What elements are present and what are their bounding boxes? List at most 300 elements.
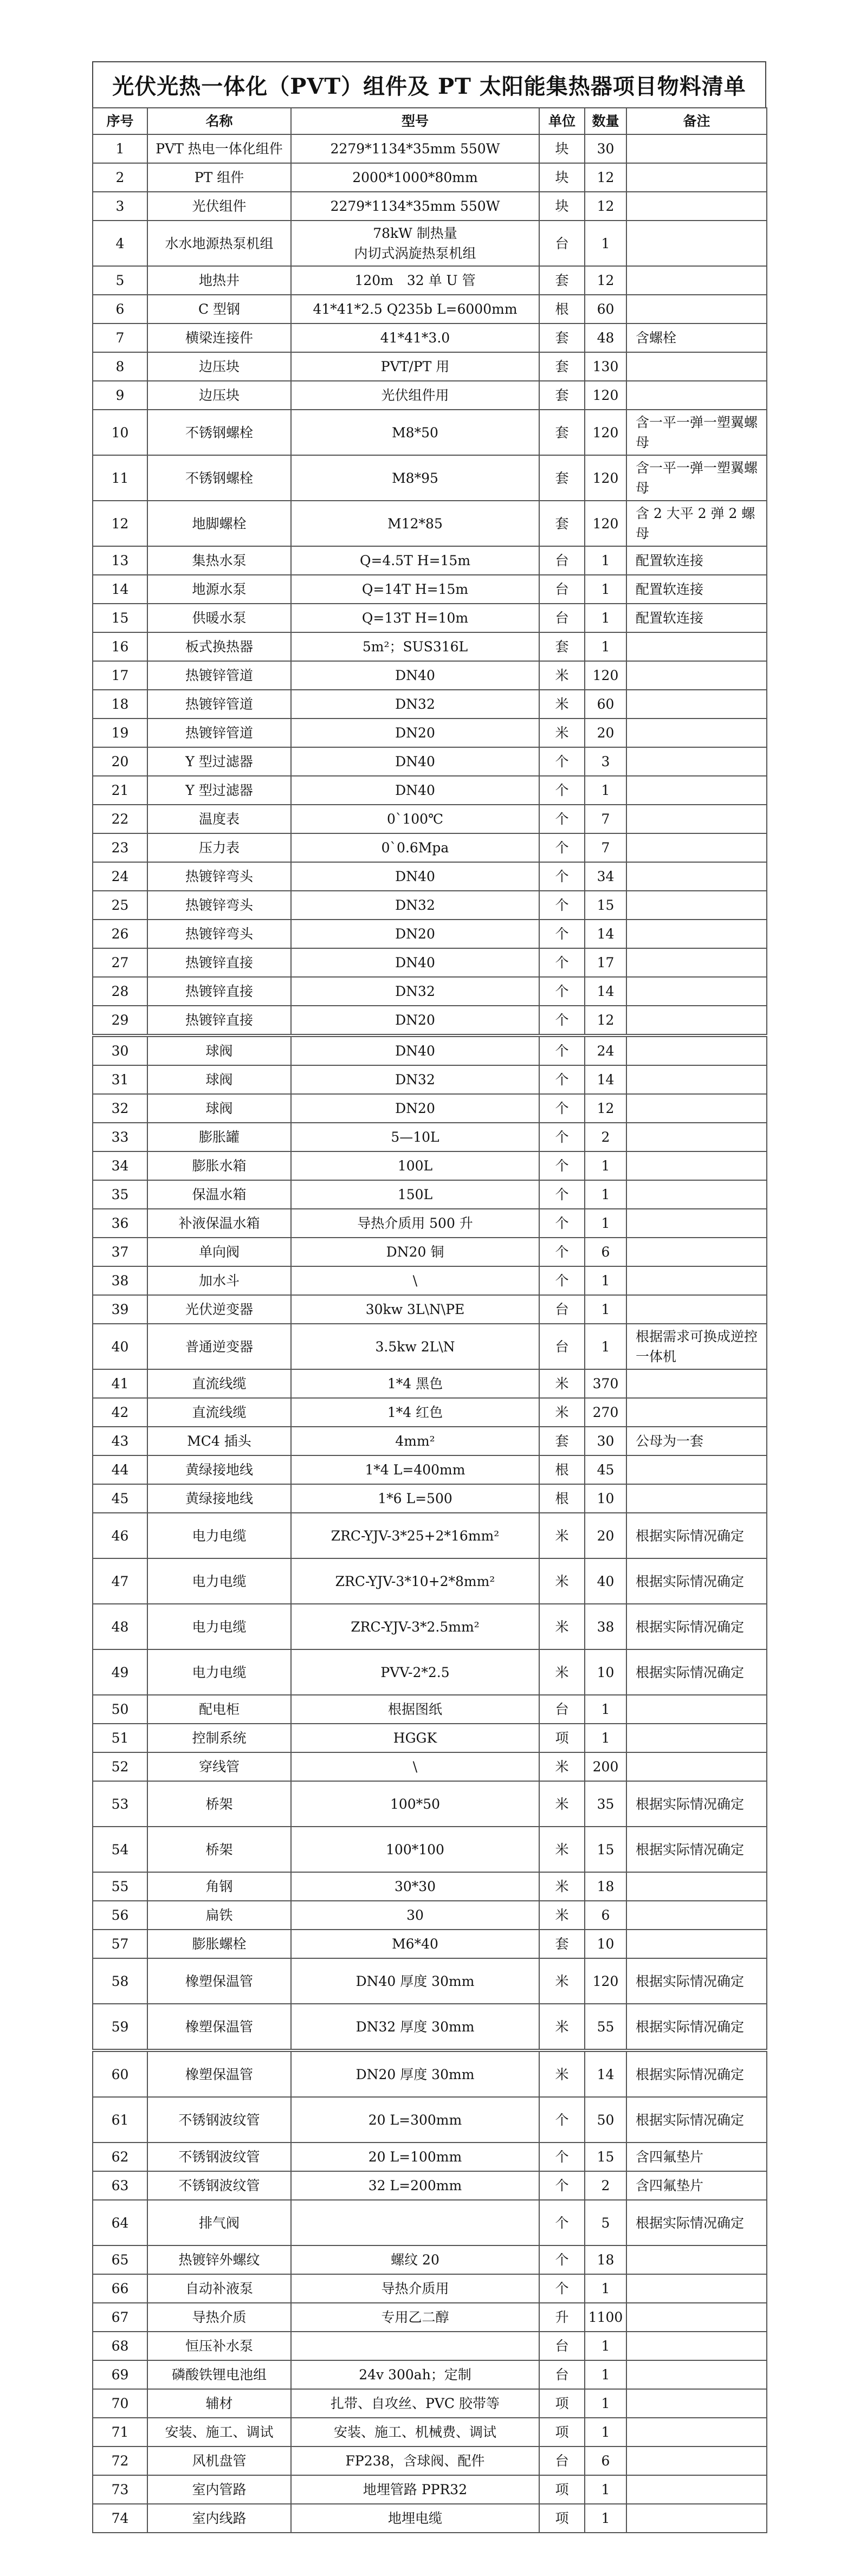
item-remark (626, 1724, 767, 1752)
row-index: 68 (93, 2332, 147, 2360)
item-name: 橡塑保温管 (147, 2050, 291, 2097)
header-index: 序号 (93, 108, 147, 134)
item-unit: 个 (539, 2274, 585, 2303)
item-model: 导热介质用 500 升 (291, 1209, 539, 1238)
item-name: 热镀锌弯头 (147, 920, 291, 948)
table-row (93, 1930, 767, 1958)
row-index: 31 (93, 1065, 147, 1094)
item-model: 41*41*3.0 (291, 323, 539, 352)
item-remark (626, 833, 767, 862)
table-row (93, 1094, 767, 1123)
item-name: 集热水泵 (147, 546, 291, 575)
item-model: 100*50 (291, 1781, 539, 1827)
item-model: DN20 (291, 719, 539, 747)
item-name: 室内线路 (147, 2504, 291, 2533)
row-index: 59 (93, 2004, 147, 2050)
item-quantity: 2 (585, 1123, 626, 1151)
item-model: 24v 300ah；定制 (291, 2360, 539, 2389)
row-index: 58 (93, 1958, 147, 2004)
table-row (93, 2200, 767, 2245)
item-remark (626, 1180, 767, 1209)
item-model: 0`0.6Mpa (291, 833, 539, 862)
item-quantity: 7 (585, 805, 626, 833)
item-model: DN40 (291, 747, 539, 776)
item-model: 100*100 (291, 1827, 539, 1872)
table-row (93, 1123, 767, 1151)
item-remark (626, 2274, 767, 2303)
item-unit: 套 (539, 323, 585, 352)
item-quantity: 15 (585, 891, 626, 920)
item-remark (626, 2446, 767, 2475)
row-index: 52 (93, 1752, 147, 1781)
item-remark (626, 661, 767, 690)
row-index: 66 (93, 2274, 147, 2303)
item-remark (626, 1238, 767, 1266)
row-index: 72 (93, 2446, 147, 2475)
item-unit: 米 (539, 2050, 585, 2097)
item-unit: 米 (539, 1398, 585, 1427)
item-unit: 米 (539, 2004, 585, 2050)
item-model: PVT/PT 用 (291, 352, 539, 381)
item-quantity: 1 (585, 2504, 626, 2533)
item-remark (626, 2389, 767, 2418)
item-name: 水水地源热泵机组 (147, 221, 291, 266)
item-quantity: 15 (585, 2143, 626, 2171)
item-quantity: 20 (585, 719, 626, 747)
item-unit: 米 (539, 1369, 585, 1398)
table-body (93, 134, 767, 2533)
item-remark (626, 1752, 767, 1781)
row-index: 3 (93, 192, 147, 221)
item-unit: 台 (539, 221, 585, 266)
row-index: 17 (93, 661, 147, 690)
item-name: 热镀锌弯头 (147, 862, 291, 891)
item-remark (626, 920, 767, 948)
item-quantity: 12 (585, 1094, 626, 1123)
row-index: 2 (93, 163, 147, 192)
item-name: 橡塑保温管 (147, 1958, 291, 2004)
table-row (93, 1238, 767, 1266)
item-name: 膨胀螺栓 (147, 1930, 291, 1958)
item-unit: 米 (539, 1513, 585, 1558)
item-unit: 套 (539, 1930, 585, 1958)
item-remark (626, 134, 767, 163)
item-unit: 根 (539, 1455, 585, 1484)
item-name: 供暖水泵 (147, 604, 291, 632)
item-unit: 个 (539, 948, 585, 977)
item-model: DN20 铜 (291, 1238, 539, 1266)
item-remark (626, 862, 767, 891)
row-index: 65 (93, 2245, 147, 2274)
item-unit: 台 (539, 604, 585, 632)
item-name: Y 型过滤器 (147, 747, 291, 776)
item-model: 地埋管路 PPR32 (291, 2475, 539, 2504)
table-row (93, 977, 767, 1006)
item-model: DN40 (291, 862, 539, 891)
item-name: 补液保温水箱 (147, 1209, 291, 1238)
item-unit: 个 (539, 1180, 585, 1209)
item-name: 不锈钢螺栓 (147, 410, 291, 455)
row-index: 49 (93, 1649, 147, 1695)
table-row (93, 2004, 767, 2050)
item-quantity: 1 (585, 1266, 626, 1295)
item-model: ZRC-YJV-3*2.5mm² (291, 1604, 539, 1649)
item-quantity: 12 (585, 163, 626, 192)
table-row (93, 1266, 767, 1295)
row-index: 35 (93, 1180, 147, 1209)
item-unit: 米 (539, 1781, 585, 1827)
item-name: 温度表 (147, 805, 291, 833)
item-quantity: 35 (585, 1781, 626, 1827)
row-index: 46 (93, 1513, 147, 1558)
item-name: 角钢 (147, 1872, 291, 1901)
item-name: 自动补液泵 (147, 2274, 291, 2303)
item-model: FP238，含球阀、配件 (291, 2446, 539, 2475)
item-model: 150L (291, 1180, 539, 1209)
row-index: 48 (93, 1604, 147, 1649)
row-index: 27 (93, 948, 147, 977)
item-quantity: 1 (585, 776, 626, 805)
item-remark: 根据需求可换成逆控一体机 (626, 1324, 767, 1369)
item-name: 导热介质 (147, 2303, 291, 2332)
item-name: 热镀锌直接 (147, 977, 291, 1006)
item-name: 热镀锌直接 (147, 1006, 291, 1035)
table-row (93, 776, 767, 805)
table-row (93, 1324, 767, 1369)
table-row (93, 192, 767, 221)
table-row (93, 2097, 767, 2143)
item-name: 热镀锌外螺纹 (147, 2245, 291, 2274)
item-remark: 配置软连接 (626, 575, 767, 604)
item-unit: 米 (539, 690, 585, 719)
item-model: 安装、施工、机械费、调试 (291, 2418, 539, 2446)
row-index: 24 (93, 862, 147, 891)
row-index: 36 (93, 1209, 147, 1238)
item-model: M6*40 (291, 1930, 539, 1958)
table-row (93, 1781, 767, 1827)
item-quantity: 14 (585, 920, 626, 948)
item-remark: 配置软连接 (626, 604, 767, 632)
item-name: 光伏逆变器 (147, 1295, 291, 1324)
table-row (93, 1901, 767, 1930)
item-model: M8*95 (291, 455, 539, 501)
item-model: ZRC-YJV-3*10+2*8mm² (291, 1558, 539, 1604)
item-name: 恒压补水泵 (147, 2332, 291, 2360)
item-quantity: 1 (585, 604, 626, 632)
row-index: 47 (93, 1558, 147, 1604)
item-quantity: 1 (585, 2475, 626, 2504)
item-model: ZRC-YJV-3*25+2*16mm² (291, 1513, 539, 1558)
item-quantity: 1 (585, 575, 626, 604)
row-index: 55 (93, 1872, 147, 1901)
row-index: 73 (93, 2475, 147, 2504)
item-unit: 米 (539, 1827, 585, 1872)
item-remark: 配置软连接 (626, 546, 767, 575)
row-index: 30 (93, 1035, 147, 1065)
item-model: 地埋电缆 (291, 2504, 539, 2533)
item-unit: 项 (539, 2475, 585, 2504)
item-remark (626, 2332, 767, 2360)
item-name: MC4 插头 (147, 1427, 291, 1455)
item-remark (626, 891, 767, 920)
item-unit: 个 (539, 1266, 585, 1295)
table-row (93, 719, 767, 747)
table-row (93, 1427, 767, 1455)
row-index: 29 (93, 1006, 147, 1035)
item-remark (626, 1094, 767, 1123)
item-model: DN40 (291, 661, 539, 690)
item-unit: 米 (539, 1872, 585, 1901)
item-remark (626, 295, 767, 323)
row-index: 43 (93, 1427, 147, 1455)
item-unit: 个 (539, 977, 585, 1006)
item-remark (626, 690, 767, 719)
item-quantity: 14 (585, 977, 626, 1006)
row-index: 42 (93, 1398, 147, 1427)
item-name: 电力电缆 (147, 1604, 291, 1649)
row-index: 22 (93, 805, 147, 833)
row-index: 70 (93, 2389, 147, 2418)
item-unit: 块 (539, 192, 585, 221)
table-row (93, 632, 767, 661)
item-remark: 含螺栓 (626, 323, 767, 352)
item-model: 120m 32 单 U 管 (291, 266, 539, 295)
table-row (93, 2446, 767, 2475)
header-quantity: 数量 (585, 108, 626, 134)
row-index: 67 (93, 2303, 147, 2332)
table-row (93, 1558, 767, 1604)
table-row (93, 1455, 767, 1484)
item-model: DN32 (291, 690, 539, 719)
item-unit: 套 (539, 381, 585, 410)
row-index: 18 (93, 690, 147, 719)
material-table (92, 107, 767, 2533)
item-name: 地源水泵 (147, 575, 291, 604)
item-unit: 台 (539, 546, 585, 575)
item-unit: 台 (539, 2446, 585, 2475)
item-remark: 根据实际情况确定 (626, 2004, 767, 2050)
row-index: 12 (93, 501, 147, 546)
row-index: 40 (93, 1324, 147, 1369)
item-name: 膨胀罐 (147, 1123, 291, 1151)
item-remark (626, 163, 767, 192)
item-remark (626, 266, 767, 295)
row-index: 54 (93, 1827, 147, 1872)
item-quantity: 1 (585, 1695, 626, 1724)
item-model: 光伏组件用 (291, 381, 539, 410)
row-index: 9 (93, 381, 147, 410)
row-index: 53 (93, 1781, 147, 1827)
item-name: 边压块 (147, 381, 291, 410)
item-model: 螺纹 20 (291, 2245, 539, 2274)
item-remark: 根据实际情况确定 (626, 1781, 767, 1827)
item-unit: 套 (539, 501, 585, 546)
item-remark: 根据实际情况确定 (626, 1649, 767, 1695)
table-row (93, 1604, 767, 1649)
item-model: DN32 厚度 30mm (291, 2004, 539, 2050)
item-remark (626, 1065, 767, 1094)
table-row (93, 891, 767, 920)
item-remark: 含一平一弹一塑翼螺母 (626, 410, 767, 455)
item-unit: 个 (539, 862, 585, 891)
item-unit: 个 (539, 2143, 585, 2171)
item-model: DN32 (291, 891, 539, 920)
item-name: 辅材 (147, 2389, 291, 2418)
item-quantity: 12 (585, 1006, 626, 1035)
item-remark (626, 948, 767, 977)
row-index: 34 (93, 1151, 147, 1180)
table-row (93, 501, 767, 546)
item-remark: 根据实际情况确定 (626, 1958, 767, 2004)
item-remark: 含四氟垫片 (626, 2143, 767, 2171)
item-name: 保温水箱 (147, 1180, 291, 1209)
item-name: 球阀 (147, 1035, 291, 1065)
item-name: 桥架 (147, 1827, 291, 1872)
item-name: 加水斗 (147, 1266, 291, 1295)
item-remark: 含 2 大平 2 弹 2 螺母 (626, 501, 767, 546)
item-name: 橡塑保温管 (147, 2004, 291, 2050)
item-model (291, 2200, 539, 2245)
item-model: 1*4 L=400mm (291, 1455, 539, 1484)
item-quantity: 6 (585, 1238, 626, 1266)
item-remark (626, 192, 767, 221)
table-row (93, 1752, 767, 1781)
item-quantity: 1 (585, 1209, 626, 1238)
item-remark (626, 1369, 767, 1398)
row-index: 6 (93, 295, 147, 323)
item-unit: 个 (539, 1238, 585, 1266)
item-name: 电力电缆 (147, 1558, 291, 1604)
item-model: M8*50 (291, 410, 539, 455)
row-index: 37 (93, 1238, 147, 1266)
item-quantity: 50 (585, 2097, 626, 2143)
item-name: 热镀锌管道 (147, 690, 291, 719)
row-index: 19 (93, 719, 147, 747)
row-index: 21 (93, 776, 147, 805)
item-model: 20 L=300mm (291, 2097, 539, 2143)
item-remark: 根据实际情况确定 (626, 2200, 767, 2245)
table-row (93, 1958, 767, 2004)
item-quantity: 6 (585, 2446, 626, 2475)
table-row (93, 948, 767, 977)
item-quantity: 5 (585, 2200, 626, 2245)
item-quantity: 18 (585, 1872, 626, 1901)
table-row (93, 1369, 767, 1398)
table-row (93, 2303, 767, 2332)
row-index: 10 (93, 410, 147, 455)
table-row (93, 1006, 767, 1035)
item-remark (626, 1209, 767, 1238)
item-name: 球阀 (147, 1065, 291, 1094)
item-unit: 个 (539, 1094, 585, 1123)
table-row (93, 2389, 767, 2418)
row-index: 69 (93, 2360, 147, 2389)
item-unit: 个 (539, 1035, 585, 1065)
item-model: 扎带、自攻丝、PVC 胶带等 (291, 2389, 539, 2418)
item-model: DN20 (291, 1006, 539, 1035)
table-row (93, 134, 767, 163)
item-model: HGGK (291, 1724, 539, 1752)
item-model: 根据图纸 (291, 1695, 539, 1724)
row-index: 23 (93, 833, 147, 862)
item-unit: 个 (539, 1123, 585, 1151)
item-name: 热镀锌管道 (147, 719, 291, 747)
table-row (93, 1695, 767, 1724)
item-quantity: 120 (585, 1958, 626, 2004)
item-unit: 项 (539, 2418, 585, 2446)
item-remark: 根据实际情况确定 (626, 1604, 767, 1649)
item-unit: 台 (539, 1324, 585, 1369)
item-quantity: 17 (585, 948, 626, 977)
row-index: 5 (93, 266, 147, 295)
item-remark: 根据实际情况确定 (626, 1513, 767, 1558)
table-row (93, 352, 767, 381)
item-quantity: 10 (585, 1484, 626, 1513)
table-row (93, 862, 767, 891)
item-name: 直流线缆 (147, 1398, 291, 1427)
item-name: 不锈钢波纹管 (147, 2143, 291, 2171)
item-model: 1*4 黑色 (291, 1369, 539, 1398)
item-name: PT 组件 (147, 163, 291, 192)
item-unit: 米 (539, 1558, 585, 1604)
table-row (93, 604, 767, 632)
item-model: DN40 (291, 948, 539, 977)
item-quantity: 1100 (585, 2303, 626, 2332)
table-row (93, 805, 767, 833)
item-name: 扁铁 (147, 1901, 291, 1930)
item-unit: 套 (539, 455, 585, 501)
row-index: 20 (93, 747, 147, 776)
item-remark (626, 747, 767, 776)
item-name: 黄绿接地线 (147, 1484, 291, 1513)
item-model: Q=14T H=15m (291, 575, 539, 604)
item-quantity: 120 (585, 501, 626, 546)
item-quantity: 7 (585, 833, 626, 862)
header-model: 型号 (291, 108, 539, 134)
item-unit: 个 (539, 2245, 585, 2274)
item-model (291, 2332, 539, 2360)
row-index: 71 (93, 2418, 147, 2446)
item-remark (626, 381, 767, 410)
table-row (93, 163, 767, 192)
item-remark (626, 1006, 767, 1035)
item-name: 安装、施工、调试 (147, 2418, 291, 2446)
item-name: 电力电缆 (147, 1649, 291, 1695)
item-unit: 台 (539, 2360, 585, 2389)
item-remark (626, 1151, 767, 1180)
table-row (93, 2245, 767, 2274)
item-name: 室内管路 (147, 2475, 291, 2504)
table-row (93, 1398, 767, 1427)
table-row (93, 1209, 767, 1238)
item-quantity: 370 (585, 1369, 626, 1398)
item-remark (626, 2303, 767, 2332)
item-name: 光伏组件 (147, 192, 291, 221)
item-remark (626, 719, 767, 747)
item-unit: 个 (539, 920, 585, 948)
table-row (93, 323, 767, 352)
row-index: 11 (93, 455, 147, 501)
item-remark (626, 2504, 767, 2533)
item-model: 2279*1134*35mm 550W (291, 192, 539, 221)
header-remark: 备注 (626, 108, 767, 134)
item-remark (626, 352, 767, 381)
item-name: 电力电缆 (147, 1513, 291, 1558)
table-row (93, 1180, 767, 1209)
table-row (93, 1151, 767, 1180)
item-quantity: 12 (585, 266, 626, 295)
item-remark: 根据实际情况确定 (626, 1558, 767, 1604)
